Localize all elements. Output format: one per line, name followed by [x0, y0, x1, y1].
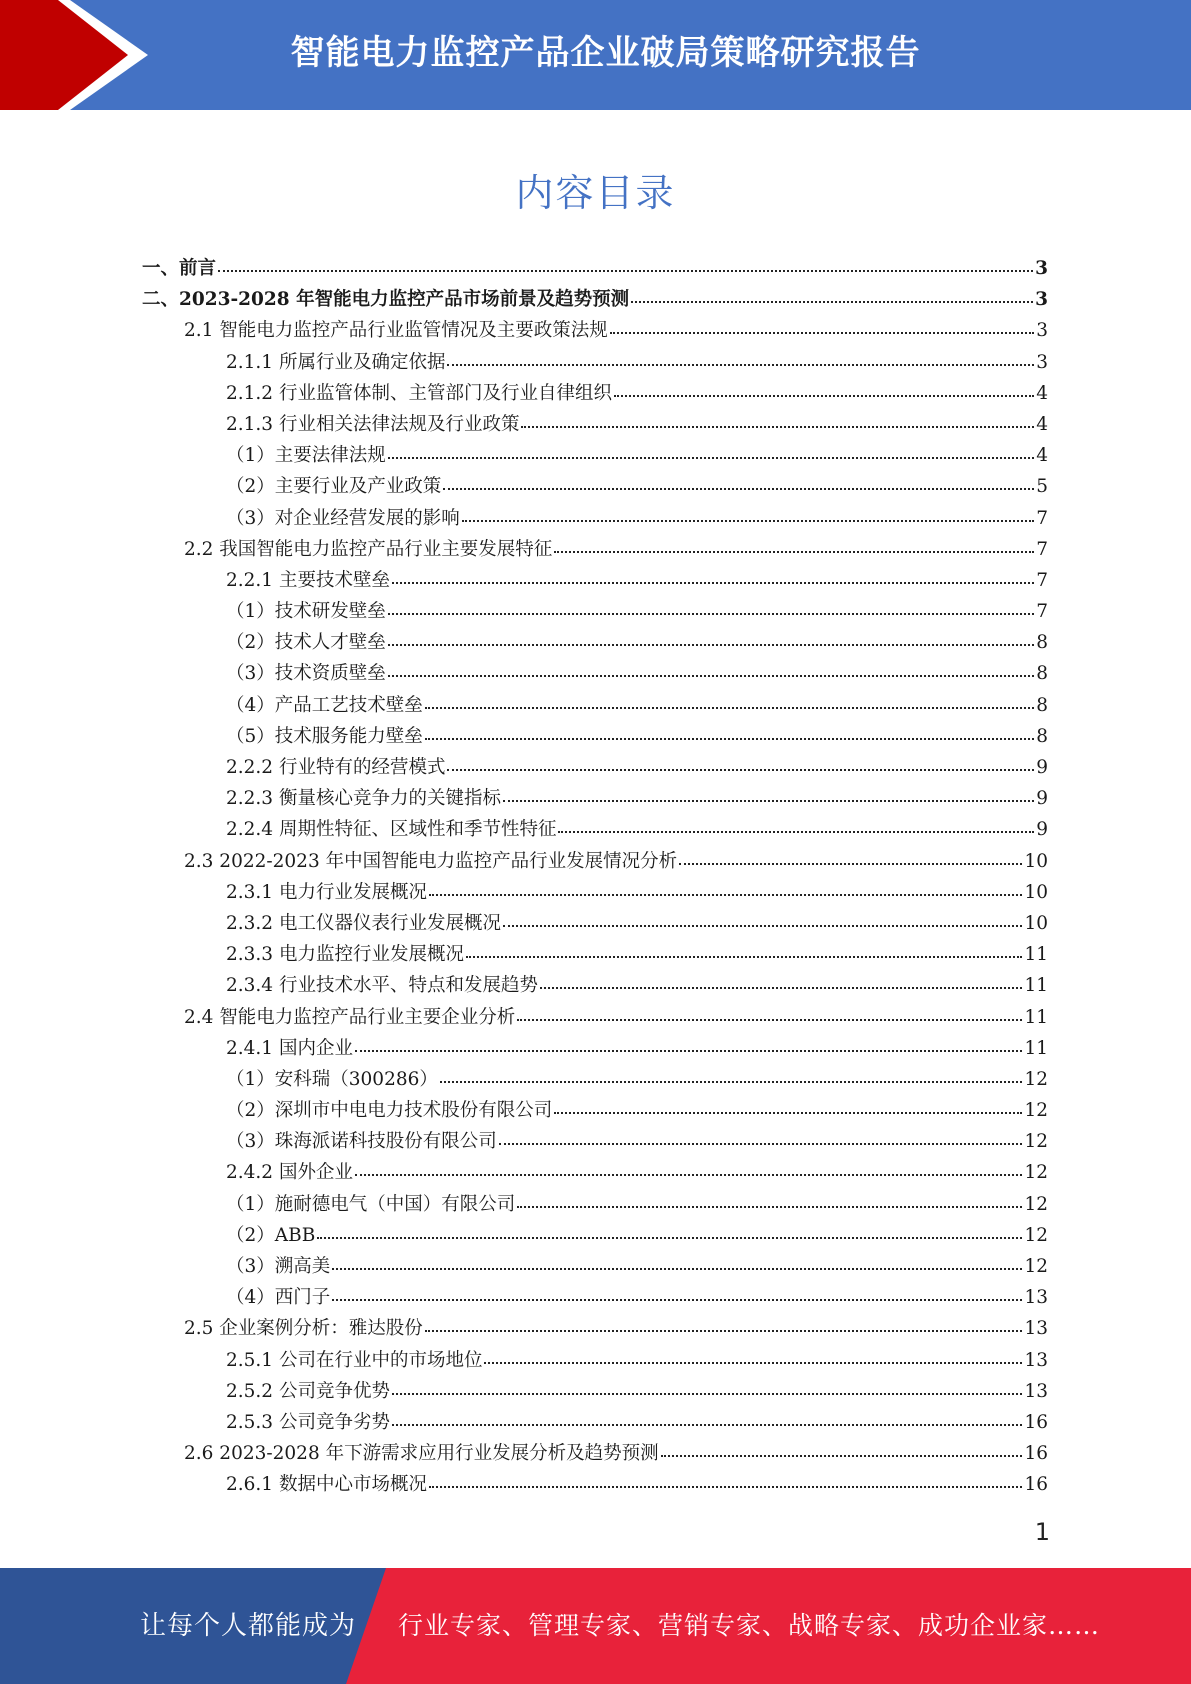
toc-entry[interactable]: [0, 1221, 1048, 1252]
toc-dot-leader: [388, 613, 1034, 615]
toc-entry[interactable]: [0, 722, 1048, 753]
toc-entry-page: 8: [1036, 694, 1048, 716]
toc-entry[interactable]: [0, 1377, 1048, 1408]
toc-entry-page: 11: [1024, 944, 1048, 966]
toc-entry-page: 11: [1024, 1006, 1048, 1028]
toc-dot-leader: [392, 582, 1034, 584]
toc-dot-leader: [443, 488, 1034, 490]
toc-entry[interactable]: [0, 691, 1048, 722]
toc-entry-title: 2.4 智能电力监控产品行业主要企业分析: [184, 1006, 516, 1028]
toc-entry-page: 12: [1024, 1131, 1048, 1153]
toc-dot-leader: [392, 1424, 1022, 1426]
toc-entry-page: 10: [1024, 881, 1048, 903]
toc-entry[interactable]: [0, 566, 1048, 597]
toc-dot-leader: [484, 1362, 1022, 1364]
toc-entry-title: 2.2.1 主要技术壁垒: [226, 569, 390, 591]
toc-entry-page: 4: [1036, 445, 1048, 467]
footer-band: [0, 1568, 1191, 1684]
toc-entry[interactable]: [0, 254, 1048, 285]
table-of-contents: [0, 254, 1191, 1502]
toc-dot-leader: [466, 956, 1022, 958]
toc-dot-leader: [332, 1299, 1022, 1301]
toc-entry[interactable]: [0, 940, 1048, 971]
toc-entry-page: 10: [1024, 850, 1048, 872]
toc-heading: 内容目录: [515, 171, 676, 215]
toc-entry[interactable]: [0, 379, 1048, 410]
toc-entry[interactable]: [0, 909, 1048, 940]
toc-entry-title: （4）产品工艺技术壁垒: [226, 694, 423, 716]
toc-entry-title: （2）技术人才壁垒: [226, 632, 386, 654]
toc-entry-title: （1）技术研发壁垒: [226, 601, 386, 623]
toc-entry-title: （1）主要法律法规: [226, 445, 386, 467]
toc-entry[interactable]: [0, 535, 1048, 566]
toc-entry-page: 11: [1024, 975, 1048, 997]
toc-dot-leader: [499, 1143, 1023, 1145]
toc-entry-title: 二、2023-2028 年智能电力监控产品市场前景及趋势预测: [142, 289, 630, 311]
toc-entry[interactable]: [0, 1408, 1048, 1439]
toc-entry[interactable]: [0, 847, 1048, 878]
toc-entry[interactable]: [0, 878, 1048, 909]
toc-entry[interactable]: [0, 1252, 1048, 1283]
toc-entry-page: 16: [1024, 1474, 1048, 1496]
toc-entry-title: （2）主要行业及产业政策: [226, 476, 442, 498]
toc-entry[interactable]: [0, 1439, 1048, 1470]
toc-entry-title: 一、前言: [142, 258, 217, 279]
toc-entry-page: 8: [1036, 632, 1048, 654]
toc-entry[interactable]: [0, 1470, 1048, 1501]
toc-entry-page: 13: [1024, 1349, 1048, 1371]
toc-entry-title: 2.2.2 行业特有的经营模式: [226, 757, 446, 778]
footer-slogan-right: 行业专家、管理专家、营销专家、战略专家、成功企业家……: [398, 1611, 1101, 1640]
toc-entry-page: 12: [1024, 1193, 1048, 1215]
toc-entry[interactable]: [0, 348, 1048, 379]
toc-entry-page: 8: [1036, 725, 1048, 747]
toc-entry-title: 2.2 我国智能电力监控产品行业主要发展特征: [184, 538, 553, 560]
toc-dot-leader: [332, 1268, 1022, 1270]
toc-entry[interactable]: [0, 1034, 1048, 1065]
toc-entry-page: 7: [1036, 538, 1048, 560]
toc-entry-page: 16: [1024, 1411, 1048, 1433]
toc-entry[interactable]: [0, 971, 1048, 1002]
toc-entry[interactable]: [0, 441, 1048, 472]
toc-dot-leader: [447, 769, 1034, 771]
toc-entry[interactable]: [0, 1283, 1048, 1314]
toc-dot-leader: [355, 1050, 1023, 1052]
toc-entry-page: 3: [1035, 289, 1048, 311]
toc-entry[interactable]: [0, 659, 1048, 690]
toc-entry-title: 2.2.4 周期性特征、区域性和季节性特征: [226, 819, 557, 841]
toc-entry-page: 4: [1036, 413, 1048, 435]
toc-dot-leader: [447, 364, 1034, 366]
toc-entry[interactable]: [0, 597, 1048, 628]
toc-entry-title: 2.6 2023-2028 年下游需求应用行业发展分析及趋势预测: [184, 1443, 659, 1465]
toc-entry-page: 11: [1024, 1037, 1048, 1059]
toc-dot-leader: [425, 1330, 1023, 1332]
toc-dot-leader: [614, 395, 1034, 397]
toc-entry-page: 12: [1024, 1068, 1048, 1090]
toc-entry[interactable]: [0, 472, 1048, 503]
toc-entry[interactable]: [0, 753, 1048, 784]
toc-entry-title: 2.4.2 国外企业: [226, 1162, 353, 1184]
toc-dot-leader: [429, 1486, 1022, 1488]
toc-entry-page: 7: [1036, 569, 1048, 591]
toc-entry-page: 3: [1036, 320, 1048, 342]
toc-dot-leader: [392, 1393, 1022, 1395]
toc-entry-title: 2.1.2 行业监管体制、主管部门及行业自律组织: [226, 382, 612, 404]
toc-entry[interactable]: [0, 410, 1048, 441]
toc-dot-leader: [355, 1174, 1023, 1176]
toc-entry-title: 2.3.3 电力监控行业发展概况: [226, 944, 464, 966]
toc-dot-leader: [462, 520, 1034, 522]
toc-dot-leader: [440, 1081, 1023, 1083]
toc-dot-leader: [631, 301, 1033, 303]
footer-slogan-left: 让每个人都能成为: [140, 1611, 357, 1641]
toc-dot-leader: [425, 707, 1034, 709]
toc-dot-leader: [429, 894, 1022, 896]
toc-dot-leader: [679, 863, 1022, 865]
toc-entry-title: （5）技术服务能力壁垒: [226, 725, 423, 747]
toc-entry-page: 10: [1024, 912, 1048, 934]
toc-dot-leader: [218, 270, 1033, 272]
toc-entry[interactable]: [0, 316, 1048, 347]
toc-entry-title: 2.3.2 电工仪器仪表行业发展概况: [226, 912, 501, 934]
toc-entry-page: 4: [1036, 382, 1048, 404]
toc-dot-leader: [517, 1206, 1022, 1208]
toc-entry-title: 2.3.1 电力行业发展概况: [226, 881, 427, 903]
toc-entry-title: 2.3.4 行业技术水平、特点和发展趋势: [226, 975, 538, 997]
toc-entry-page: 7: [1036, 507, 1048, 529]
toc-entry-title: 2.5.3 公司竞争劣势: [226, 1411, 390, 1433]
toc-entry-title: （2）ABB: [226, 1224, 316, 1246]
toc-dot-leader: [610, 332, 1034, 334]
toc-entry-page: 9: [1036, 819, 1048, 841]
toc-entry-title: 2.6.1 数据中心市场概况: [226, 1474, 427, 1496]
toc-entry-page: 13: [1024, 1318, 1048, 1340]
toc-entry-title: 2.1 智能电力监控产品行业监管情况及主要政策法规: [184, 320, 608, 342]
report-title: 智能电力监控产品企业破局策略研究报告: [290, 33, 921, 73]
toc-entry[interactable]: [0, 628, 1048, 659]
toc-entry-page: 3: [1035, 258, 1048, 279]
toc-entry-title: 2.1.3 行业相关法律法规及行业政策: [226, 413, 520, 435]
toc-entry[interactable]: [0, 1314, 1048, 1345]
toc-entry-page: 7: [1036, 601, 1048, 623]
toc-entry-title: 2.5.2 公司竞争优势: [226, 1380, 390, 1402]
toc-entry-title: 2.2.3 衡量核心竞争力的关键指标: [226, 788, 501, 810]
toc-entry-page: 13: [1024, 1380, 1048, 1402]
toc-entry-title: 2.5.1 公司在行业中的市场地位: [226, 1349, 483, 1371]
toc-entry-page: 5: [1036, 476, 1048, 498]
toc-entry-page: 13: [1024, 1287, 1048, 1309]
toc-entry[interactable]: [0, 1003, 1048, 1034]
toc-dot-leader: [317, 1237, 1022, 1239]
toc-entry-title: （1）施耐德电气（中国）有限公司: [226, 1193, 516, 1215]
toc-entry-title: （1）安科瑞（300286）: [226, 1068, 438, 1090]
toc-entry[interactable]: [0, 504, 1048, 535]
toc-entry-page: 12: [1024, 1100, 1048, 1122]
toc-entry-title: 2.3 2022-2023 年中国智能电力监控产品行业发展情况分析: [184, 850, 678, 872]
toc-entry-title: （4）西门子: [226, 1287, 331, 1309]
toc-entry-page: 3: [1036, 351, 1048, 373]
toc-entry[interactable]: [0, 1158, 1048, 1189]
toc-entry-page: 12: [1024, 1224, 1048, 1246]
toc-dot-leader: [503, 925, 1022, 927]
toc-entry-page: 16: [1024, 1443, 1048, 1465]
toc-entry-title: 2.5 企业案例分析：雅达股份: [184, 1318, 423, 1340]
toc-entry[interactable]: [0, 1346, 1048, 1377]
toc-entry-page: 9: [1036, 788, 1048, 810]
toc-entry-page: 9: [1036, 757, 1048, 778]
toc-dot-leader: [425, 738, 1034, 740]
toc-entry[interactable]: [0, 1096, 1048, 1127]
toc-entry[interactable]: [0, 1127, 1048, 1158]
toc-dot-leader: [517, 1019, 1022, 1021]
toc-entry-title: 2.1.1 所属行业及确定依据: [226, 351, 446, 373]
toc-entry-title: （3）技术资质壁垒: [226, 663, 386, 685]
toc-entry[interactable]: [0, 1190, 1048, 1221]
toc-entry-title: （3）溯高美: [226, 1256, 331, 1277]
toc-entry-title: （2）深圳市中电电力技术股份有限公司: [226, 1100, 553, 1122]
toc-entry[interactable]: [0, 784, 1048, 815]
toc-entry-title: （3）对企业经营发展的影响: [226, 507, 460, 529]
toc-entry-page: 8: [1036, 663, 1048, 685]
toc-dot-leader: [540, 987, 1022, 989]
toc-dot-leader: [521, 426, 1034, 428]
toc-dot-leader: [503, 800, 1034, 802]
toc-entry[interactable]: [0, 1065, 1048, 1096]
toc-dot-leader: [388, 457, 1034, 459]
toc-dot-leader: [388, 644, 1034, 646]
toc-dot-leader: [558, 831, 1034, 833]
toc-entry[interactable]: [0, 285, 1048, 316]
toc-entry[interactable]: [0, 815, 1048, 846]
report-header-band: [0, 0, 1191, 110]
page-number: 1: [1034, 1518, 1050, 1546]
toc-entry-title: （3）珠海派诺科技股份有限公司: [226, 1131, 497, 1153]
toc-dot-leader: [554, 1112, 1022, 1114]
toc-entry-title: 2.4.1 国内企业: [226, 1037, 353, 1059]
toc-entry-page: 12: [1024, 1256, 1048, 1277]
toc-entry-page: 12: [1024, 1162, 1048, 1184]
toc-dot-leader: [554, 551, 1034, 553]
toc-dot-leader: [388, 675, 1034, 677]
toc-dot-leader: [661, 1455, 1023, 1457]
